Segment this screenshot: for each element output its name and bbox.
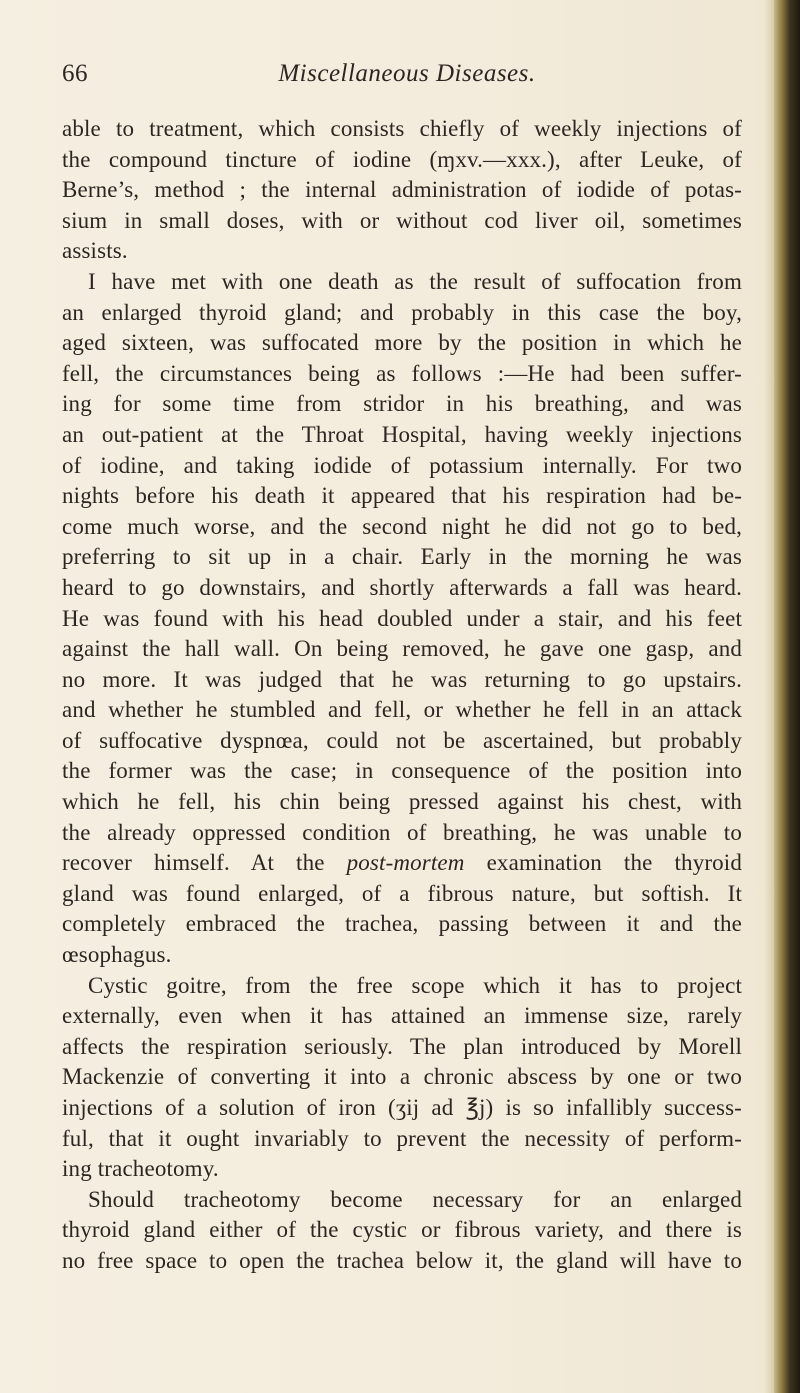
text-line: preferring to sit up in a chair. Early in the morning he was (62, 544, 742, 570)
italic-phrase: post-mortem (346, 850, 465, 876)
text-line: externally, even when it has attained an immense size, rarely (62, 1003, 742, 1029)
text-line: no free space to open the trachea below it, the gland will have to (62, 1247, 742, 1273)
page-edge-stack (774, 0, 800, 1393)
running-title: Miscellaneous Diseases. (278, 60, 536, 87)
page-edge-shadow (764, 0, 774, 1393)
text-line: assists. (62, 238, 128, 264)
text-line: aged sixteen, was suffocated more by the position in which he (62, 330, 742, 356)
text-line: affects the respiration seriously. The plan introduced by Morell (62, 1033, 742, 1059)
text-line: œsophagus. (62, 942, 172, 968)
text-line (62, 848, 742, 879)
text-line: heard to go downstairs, and shortly afterwards a fall was heard. (62, 574, 742, 600)
text-segment: examination the thyroid (486, 850, 742, 876)
text-line: gland was found enlarged, of a fibrous nature, but softish. It (62, 880, 742, 906)
text-line: of iodine, and taking iodide of potassium internally. For two (62, 452, 742, 478)
text-line: of suffocative dyspnœa, could not be ascertained, but probably (62, 727, 742, 753)
text-line: completely embraced the trachea, passing between it and the (62, 911, 742, 937)
text-line: ful, that it ought invariably to prevent the necessity of perform- (62, 1125, 742, 1151)
text-line: no more. It was judged that he was returning to go upstairs. (62, 666, 742, 692)
text-line: thyroid gland either of the cystic or fibrous variety, and there is (62, 1217, 742, 1243)
text-line: ing tracheotomy. (62, 1156, 219, 1182)
text-line: against the hall wall. On being removed, he gave one gasp, and (62, 636, 742, 662)
page-body (62, 114, 742, 1277)
text-line: He was found with his head doubled under a stair, and his feet (62, 605, 742, 631)
text-line: the already oppressed condition of breathing, he was unable to (62, 819, 742, 845)
text-line: nights before his death it appeared that his respiration had be- (62, 483, 742, 509)
text-line: able to treatment, which consists chiefly of weekly injections of (62, 116, 742, 141)
text-line: the former was the case; in consequence of the position into (62, 758, 742, 784)
text-line: an enlarged thyroid gland; and probably in this case the boy, (62, 299, 742, 325)
text-line: an out-patient at the Throat Hospital, having weekly injections (62, 421, 742, 447)
text-line: and whether he stumbled and fell, or whether he fell in an attack (62, 697, 742, 723)
text-line: fell, the circumstances being as follows :—He had been suffer- (62, 360, 742, 386)
text-line: the compound tincture of iodine (ɱxv.—xxx.), after Leuke, of (62, 146, 742, 172)
text-line: injections of a solution of iron (ʒij ad ℥j) is so infallibly success- (62, 1095, 742, 1120)
text-line: sium in small doses, with or without cod liver oil, sometimes (62, 207, 742, 233)
page-number: 66 (62, 60, 88, 87)
text-line: Cystic goitre, from the free scope which it has to project (88, 972, 742, 998)
text-line: Berne’s, method ; the internal administration of iodide of potas- (62, 177, 742, 203)
page-header (62, 60, 752, 100)
text-line: Should tracheotomy become necessary for an enlarged (88, 1186, 742, 1212)
text-segment: recover himself. At the (62, 850, 325, 876)
text-line: which he fell, his chin being pressed against his chest, with (62, 789, 742, 815)
text-line: come much worse, and the second night he did not go to bed, (62, 513, 742, 539)
text-line: I have met with one death as the result of suffocation from (88, 268, 742, 294)
text-line: Mackenzie of converting it into a chronic abscess by one or two (62, 1064, 742, 1090)
text-line: ing for some time from stridor in his breathing, and was (62, 391, 742, 417)
